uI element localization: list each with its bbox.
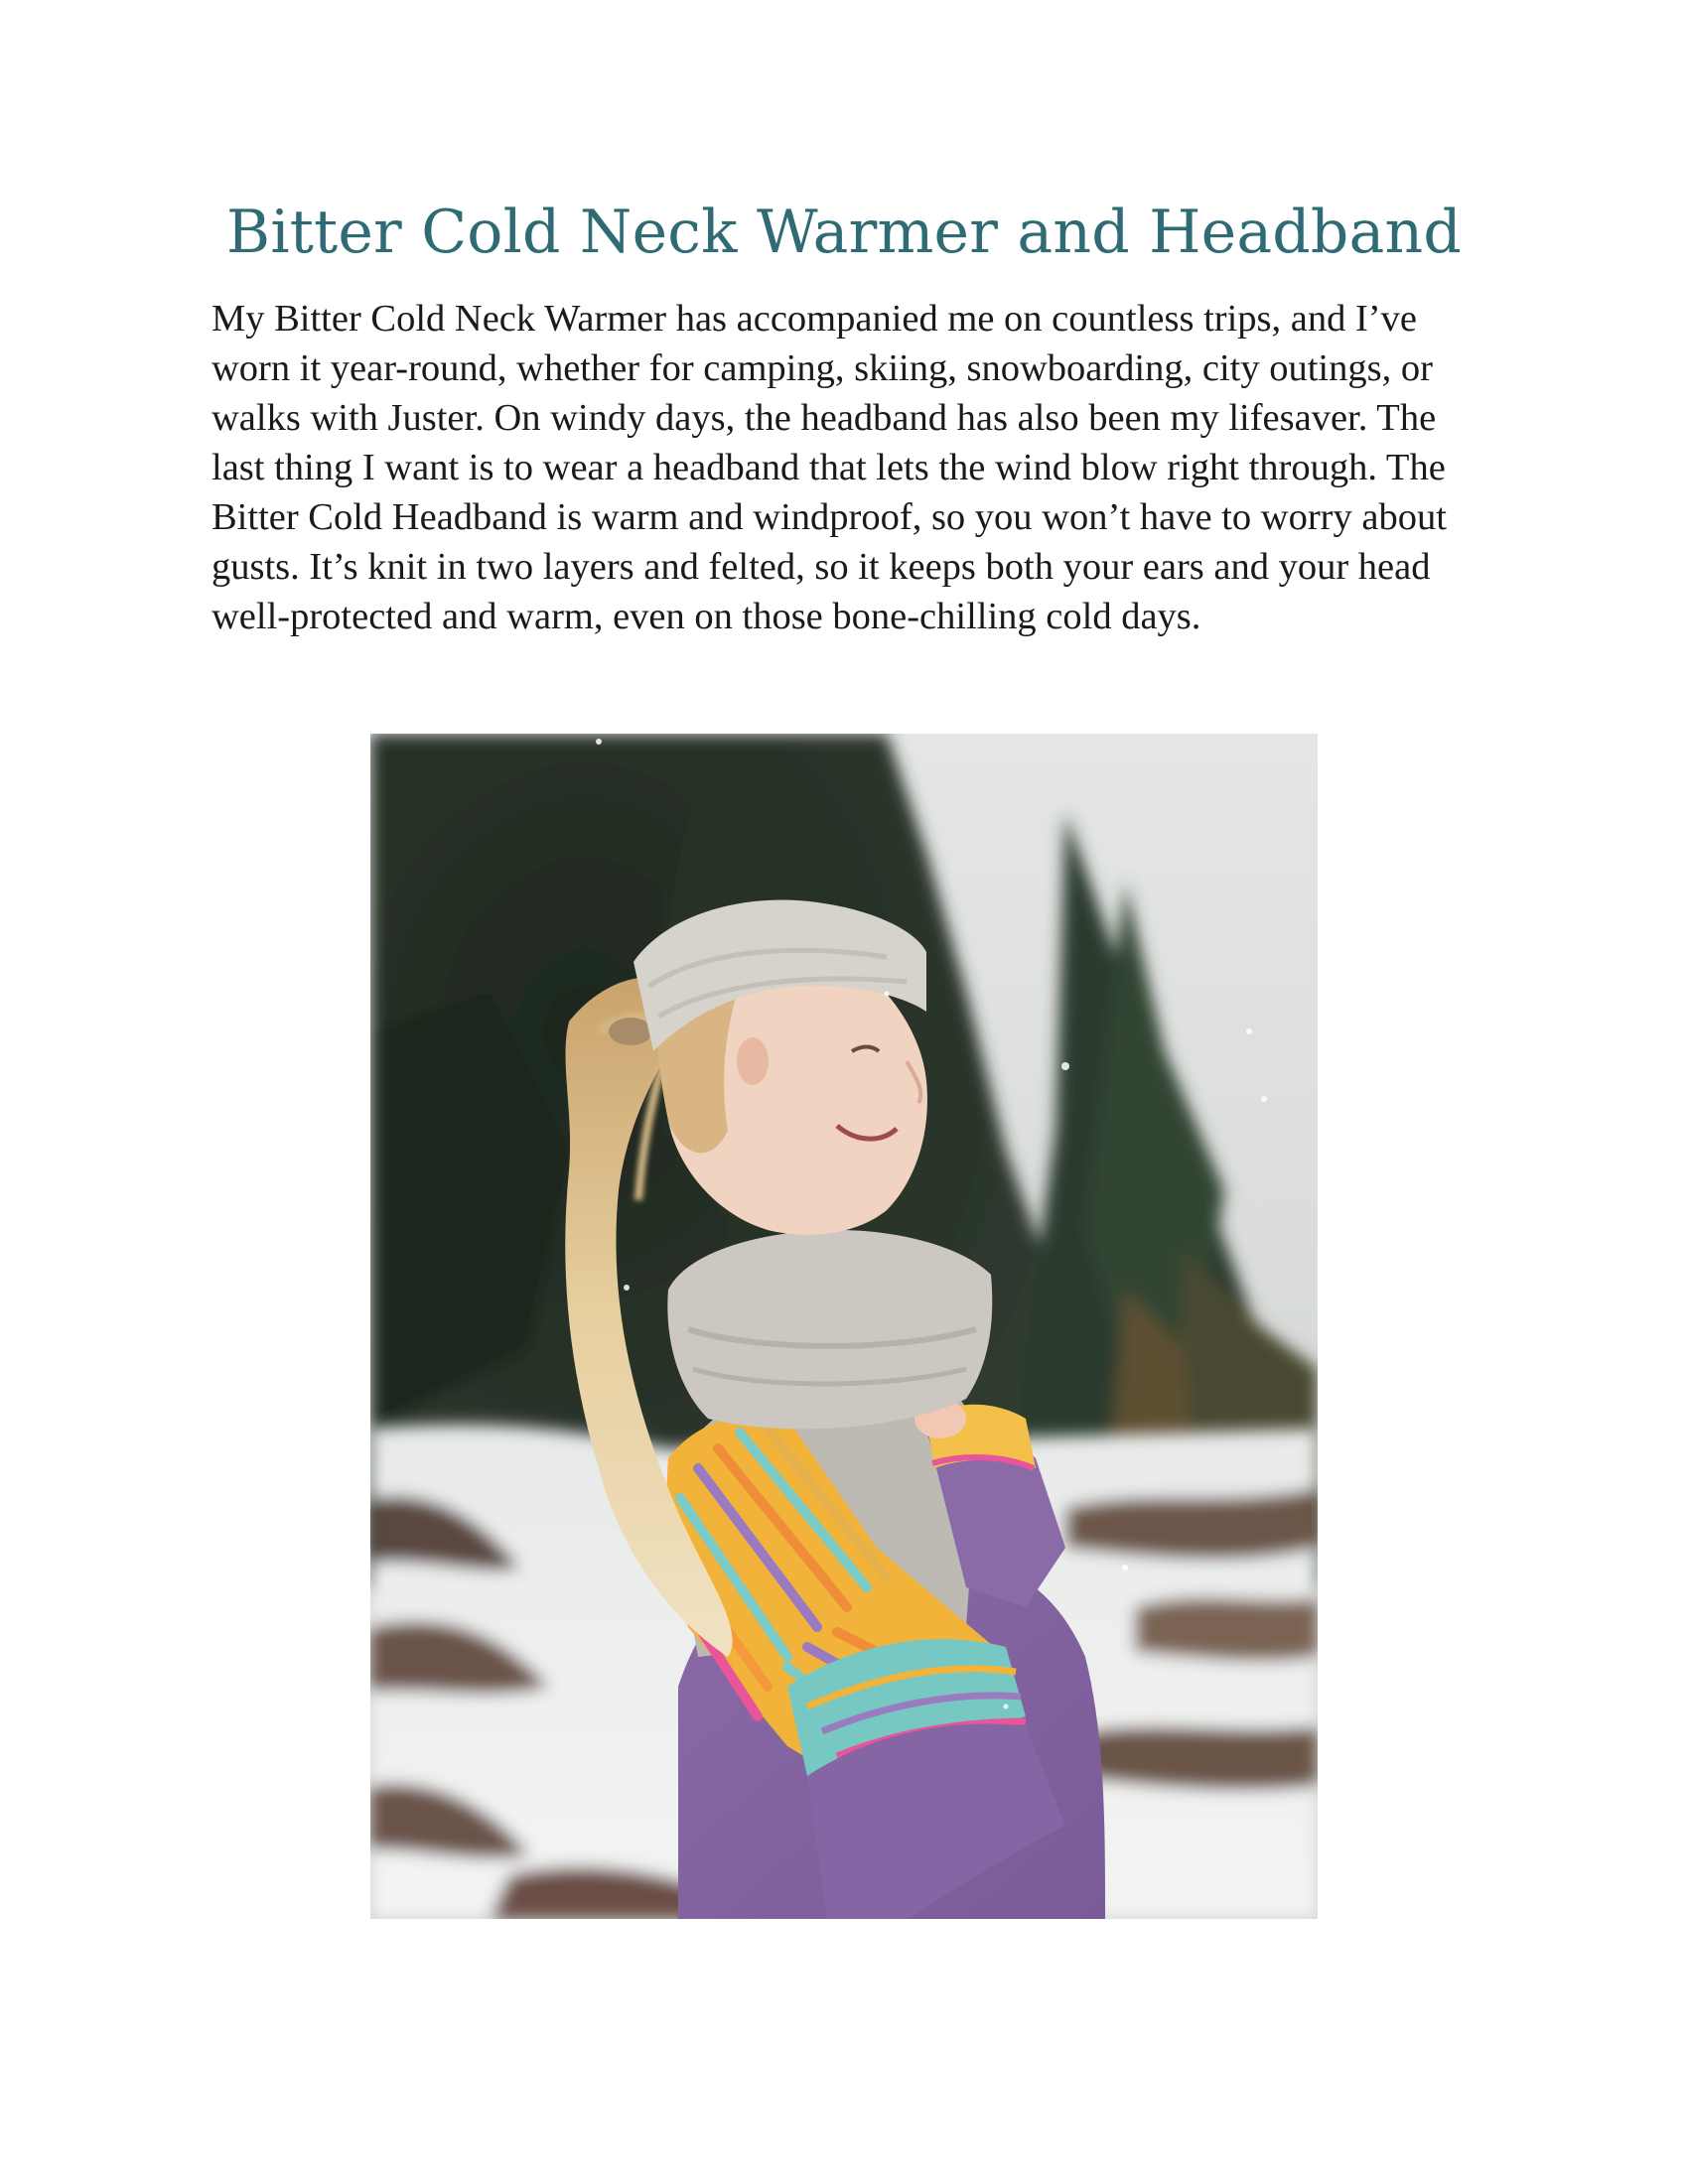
page-title: Bitter Cold Neck Warmer and Headband <box>226 198 1462 267</box>
photo-woman-wearing-headband-and-neck-warmer <box>370 734 1318 1919</box>
body-paragraph: My Bitter Cold Neck Warmer has accompanied me on countless trips, and I’ve worn it year-round, whether for camping, skiing, snowboarding, city outings, or walks with Juster. On windy days, the headband has also been my lifesaver. The last thing I want is to wear a headband that lets the wind blow right through. The Bitter Cold Headband is warm and windproof, so you won’t have to worry about gusts. It’s knit in two layers and felted, so it keeps both your ears and your head well-protected and warm, even on those bone-chilling cold days. <box>211 298 1447 637</box>
